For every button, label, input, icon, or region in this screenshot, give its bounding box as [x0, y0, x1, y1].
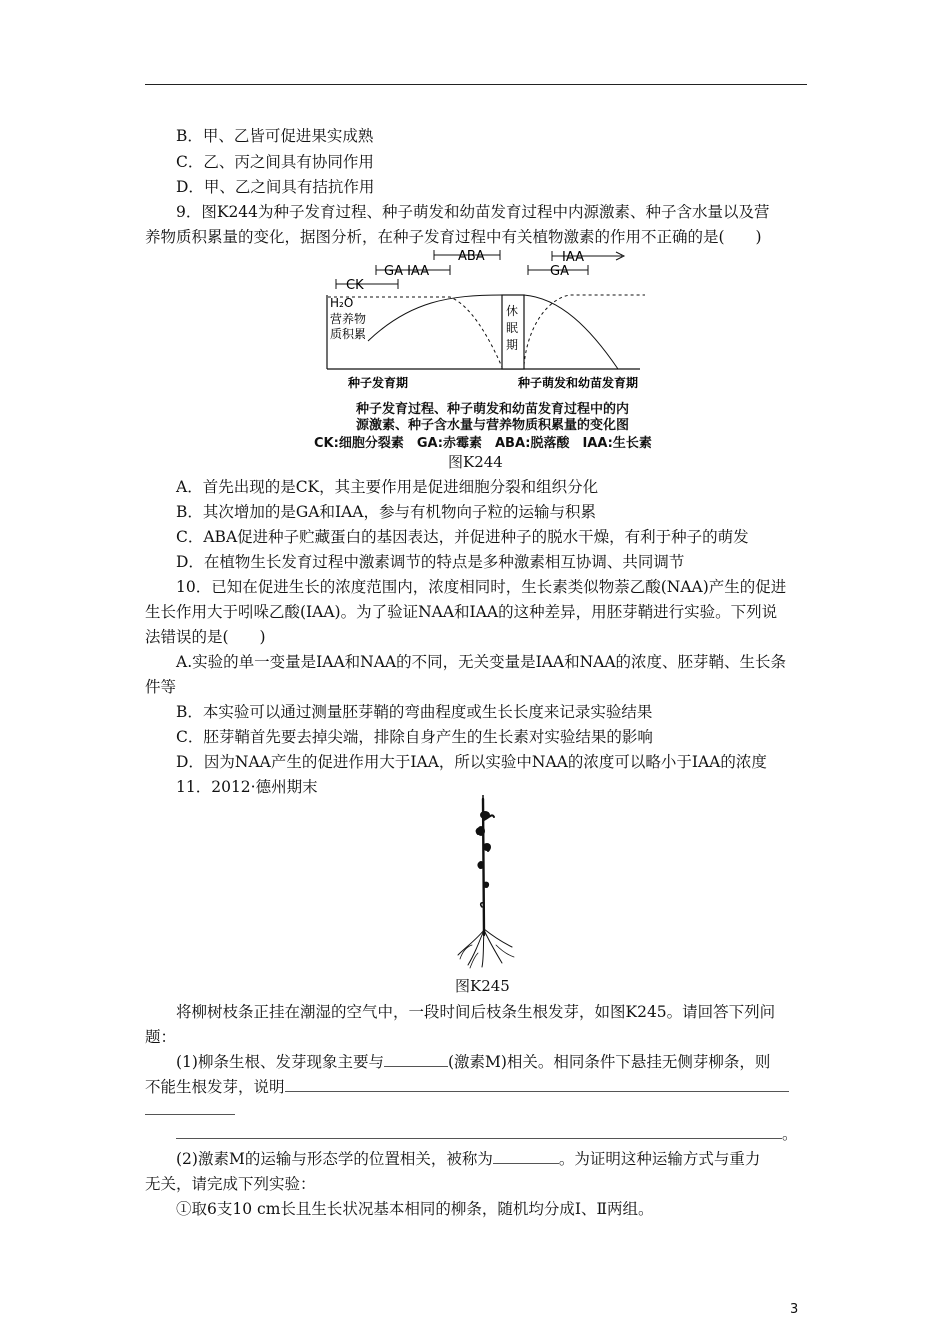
q11-part2-text-b: 。为证明这种运输方式与重力 — [558, 1150, 761, 1168]
figure-label-k245: 图K245 — [455, 977, 510, 995]
q10-option-a-line2: 件等 — [145, 678, 177, 696]
answer-blank-transport[interactable] — [493, 1163, 559, 1164]
dormancy-char2: 眠 — [506, 321, 519, 335]
q11-step1: ①取6支10 cm长且生长状况基本相同的柳条，随机均分成Ⅰ、Ⅱ两组。 — [176, 1200, 654, 1218]
iaa-label: IAA — [562, 250, 584, 265]
aba-label: ABA — [458, 249, 485, 264]
q11-part1-line3 — [145, 1100, 235, 1120]
q10-option-b: B．本实验可以通过测量胚芽鞘的弯曲程度或生长长度来记录实验结果 — [176, 703, 653, 721]
willow-branch-illustration — [450, 795, 520, 970]
figure-legend: CK:细胞分裂素 GA:赤霉素 ABA:脱落酸 IAA:生长素 — [314, 436, 652, 451]
q9-stem-line1: 9．图K244为种子发育过程、种子萌发和幼苗发育过程中内源激素、种子含水量以及营 — [176, 203, 770, 221]
ga-label: GA — [550, 264, 569, 279]
answer-blank-explanation-3[interactable] — [176, 1138, 782, 1139]
q11-part1-line1 — [176, 1052, 770, 1072]
dormancy-char1: 休 — [506, 304, 519, 318]
q11-part1-line2 — [145, 1077, 789, 1097]
figure-label-k244: 图K244 — [448, 453, 503, 471]
ylabel-line2: 质积累 — [330, 327, 367, 341]
q9-option-d: D．在植物生长发育过程中激素调节的特点是多种激素相互协调、共同调节 — [176, 553, 685, 571]
q11-part2-text-a: (2)激素M的运输与形态学的位置相关，被称为 — [176, 1150, 493, 1168]
figure-caption-line1: 种子发育过程、种子萌发和幼苗发育过程中的内 — [356, 402, 630, 417]
q11-header: 11．2012·德州期末 — [176, 778, 318, 796]
h2o-label: H₂O — [330, 296, 354, 310]
q11-part1-end: 。 — [782, 1125, 798, 1143]
q10-stem-line1: 10．已知在促进生长的浓度范围内，浓度相同时，生长素类似物萘乙酸(NAA)产生的促进 — [176, 578, 787, 596]
q8-option-d: D．甲、乙之间具有拮抗作用 — [176, 178, 375, 196]
water-recovery-curve — [524, 295, 645, 365]
q11-part1-text-c: 不能生根发芽，说明 — [145, 1078, 285, 1096]
q10-stem-line2: 生长作用大于吲哚乙酸(IAA)。为了验证NAA和IAA的这种差异，用胚芽鞘进行实验。下列说 — [145, 603, 778, 621]
q11-part2-line2: 无关，请完成下列实验： — [145, 1175, 316, 1193]
q11-part2-line1 — [176, 1149, 760, 1169]
header-rule — [145, 84, 807, 85]
answer-blank-hormone-m[interactable] — [384, 1066, 448, 1067]
answer-blank-explanation-2[interactable] — [145, 1114, 235, 1115]
q10-option-d: D．因为NAA产生的促进作用大于IAA，所以实验中NAA的浓度可以略小于IAA的浓度 — [176, 753, 767, 771]
q11-intro-line1: 将柳树枝条正挂在潮湿的空气中，一段时间后枝条生根发芽，如图K245。请回答下列问 — [176, 1003, 776, 1021]
q9-option-c: C．ABA促进种子贮藏蛋白的基因表达，并促进种子的脱水干燥，有利于种子的萌发 — [176, 528, 749, 546]
q8-option-b: B．甲、乙皆可促进果实成熟 — [176, 127, 374, 145]
page-number: 3 — [790, 1302, 799, 1317]
q9-option-a: A．首先出现的是CK，其主要作用是促进细胞分裂和组织分化 — [176, 478, 599, 496]
q10-option-c: C．胚芽鞘首先要去掉尖端，排除自身产生的生长素对实验结果的影响 — [176, 728, 653, 746]
nutrient-decline-curve — [524, 295, 618, 369]
figure-caption-line2: 源激素、种子含水量与营养物质积累量的变化图 — [356, 418, 630, 433]
q10-option-a-line1: A.实验的单一变量是IAA和NAA的不同，无关变量是IAA和NAA的浓度、胚芽鞘、生长条 — [176, 653, 787, 671]
stage-label-1: 种子发育期 — [348, 376, 409, 390]
answer-blank-explanation-1[interactable] — [285, 1091, 789, 1092]
nutrient-accumulation-curve — [368, 295, 502, 341]
stage-label-2: 种子萌发和幼苗发育期 — [518, 376, 639, 390]
ylabel-line1: 营养物 — [330, 312, 367, 326]
q8-option-c: C．乙、丙之间具有协同作用 — [176, 153, 374, 171]
q11-part1-text-a: (1)柳条生根、发芽现象主要与 — [176, 1053, 384, 1071]
q10-stem-line3: 法错误的是( ) — [145, 628, 266, 646]
q9-stem-line2: 养物质积累量的变化，据图分析，在种子发育过程中有关植物激素的作用不正确的是( ) — [145, 228, 762, 246]
q9-option-b: B．其次增加的是GA和IAA，参与有机物向子粒的运输与积累 — [176, 503, 596, 521]
ck-label: CK — [346, 278, 364, 293]
q11-part1-text-b: (激素M)相关。相同条件下悬挂无侧芽柳条，则 — [447, 1053, 771, 1071]
q11-intro-line2: 题： — [145, 1028, 177, 1046]
dormancy-char3: 期 — [506, 338, 519, 352]
q11-part1-line4 — [176, 1124, 798, 1144]
ga-iaa-label: GA IAA — [384, 264, 430, 279]
